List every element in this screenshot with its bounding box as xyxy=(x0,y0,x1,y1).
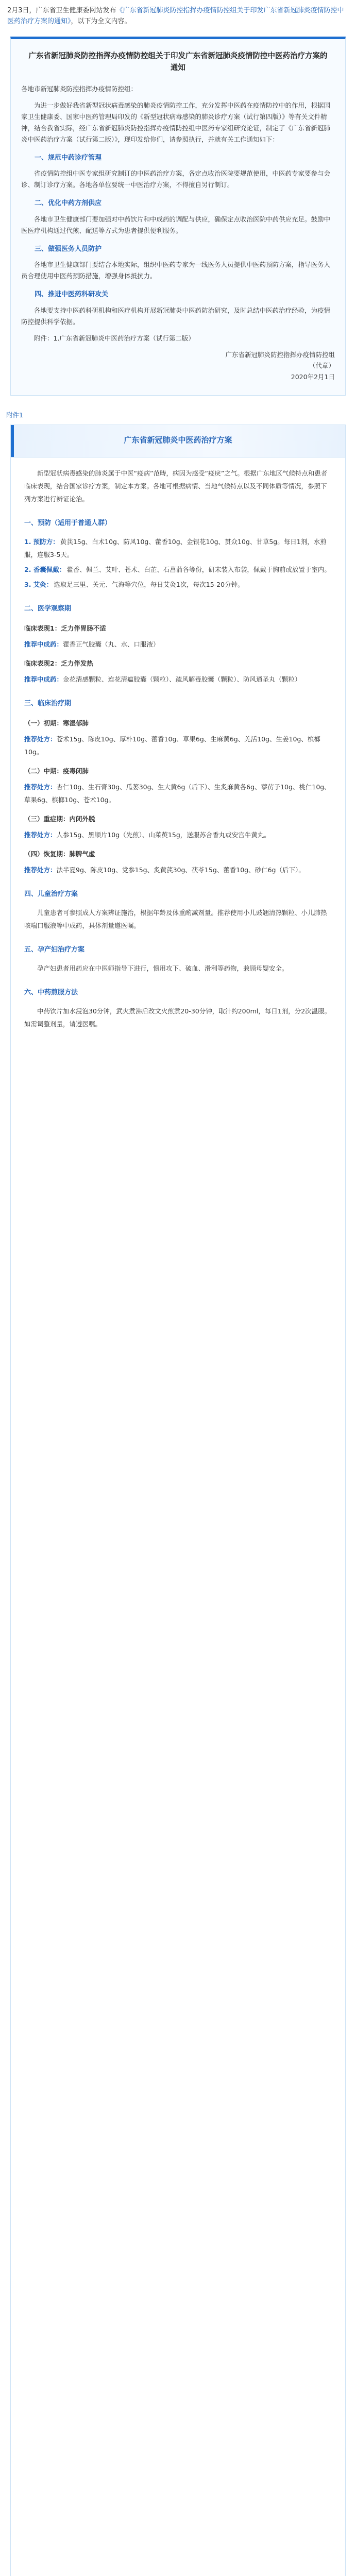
notice-section-4-text: 各地要支持中医药科研机构和医疗机构开展新冠肺炎中医药防治研究，及时总结中医药治疗经验，为疫情防控提供科学依据。 xyxy=(21,306,331,326)
intro-suffix-text: ，以下为全文内容。 xyxy=(71,18,131,26)
notice-signature-org: 广东省新冠肺炎防控指挥办疫情防控组 xyxy=(225,350,335,359)
plan-header xyxy=(11,425,345,457)
plan-section-5-text: 孕产妇患者用药应在中医师指导下进行，慎用攻下、破血、滑利等药物，兼顾母婴安全。 xyxy=(37,964,289,973)
recipe xyxy=(24,733,332,758)
recipe xyxy=(24,673,332,686)
item-label: 1. 预防方： xyxy=(24,538,59,546)
plan-section-1-item xyxy=(24,563,332,576)
clinical-subheading: （三）重症期：内闭外脱 xyxy=(24,815,95,823)
recipe-text: 藿香正气胶囊（丸、水、口服液） xyxy=(63,640,160,649)
recipe-text: 金花清感颗粒、连花清瘟胶囊（颗粒）、疏风解毒胶囊（颗粒）、防风通圣丸（颗粒） xyxy=(63,675,301,684)
article-intro xyxy=(0,0,356,31)
notice-signature-note: （代章） xyxy=(309,362,335,370)
notice-section-4-title: 四、推进中医药科研攻关 xyxy=(35,291,109,299)
notice-link[interactable]: 《广东省新冠肺炎防控指挥办疫情防控组关于印发广东省新冠肺炎疫情防控中医药治疗方案的通知》 xyxy=(7,7,344,26)
intro-date-text: 2月3日，广东省卫生健康委网站发布 xyxy=(7,7,116,14)
recipe-label: 推荐处方： xyxy=(24,831,57,839)
notice-title: 广东省新冠肺炎防控指挥办疫情防控组关于印发广东省新冠肺炎疫情防控中医药治疗方案的通知 xyxy=(28,52,328,73)
plan-section-3-heading: 三、临床治疗期 xyxy=(24,700,72,708)
clinical-subheading: 临床表现2：乏力伴发热 xyxy=(24,659,93,668)
recipe xyxy=(24,863,332,876)
recipe-label: 推荐处方： xyxy=(24,866,57,874)
item-label: 2. 香囊佩戴： xyxy=(24,566,66,574)
attachment-link[interactable]: 附件1 xyxy=(6,411,23,419)
recipe-text: 杏仁10g、生石膏30g、瓜蒌30g、生大黄6g（后下）、生炙麻黄各6g、葶苈子10g、桃仁10g、草果6g、槟榔10g、苍术10g。 xyxy=(24,783,331,804)
recipe xyxy=(24,828,332,841)
recipe-label: 推荐中成药： xyxy=(24,675,63,684)
plan-section-2-heading: 二、医学观察期 xyxy=(24,605,72,613)
notice-signature-date: 2020年2月1日 xyxy=(291,373,335,381)
recipe-text: 法半夏9g、陈皮10g、党参15g、炙黄芪30g、茯苓15g、藿香10g、砂仁6g（后下）。 xyxy=(56,866,305,874)
notice-section-3-title: 三、做强医务人员防护 xyxy=(35,245,102,253)
plan-section-4-text: 儿童患者可参照成人方案辨证施治，根据年龄及体重酌减剂量。推荐使用小儿豉翘清热颗粒、小儿肺热咳喘口服液等中成药，具体剂量遵医嘱。 xyxy=(24,909,327,930)
notice-section-2-text: 各地市卫生健康部门要加强对中药饮片和中成药的调配与供应，确保定点收治医院中药供应充足。鼓励中医医疗机构通过代煎、配送等方式为患者提供便利服务。 xyxy=(21,215,331,234)
recipe xyxy=(24,638,332,651)
notice-addressee: 各地市新冠肺炎防控指挥办疫情防控组： xyxy=(21,85,138,93)
plan-section-6-text: 中药饮片加水浸泡30分钟，武火煮沸后改文火煎煮20-30分钟，取汁约200ml，每日1剂，分2次温服。如需调整剂量，请遵医嘱。 xyxy=(24,1007,331,1028)
plan-section-1-item xyxy=(24,535,332,561)
recipe xyxy=(24,781,332,806)
plan-intro: 新型冠状病毒感染的肺炎属于中医“疫病”范畴，病因为感受“疫戾”之气。根据广东地区气候特点和患者临床表现，结合国家诊疗方案，制定本方案。各地可根据病情、当地气候特点以及不同体质等情况，参照下列方案进行辨证论治。 xyxy=(24,469,328,503)
clinical-subheading: （四）恢复期：肺脾气虚 xyxy=(24,850,95,858)
plan-section-5-heading: 五、孕产妇治疗方案 xyxy=(24,946,85,954)
plan-body xyxy=(11,457,345,1049)
plan-section-1-item xyxy=(24,578,332,591)
recipe-label: 推荐处方： xyxy=(24,783,57,791)
recipe-text: 人参15g、黑顺片10g（先煎）、山茱萸15g，送服苏合香丸或安宫牛黄丸。 xyxy=(56,831,270,839)
recipe-label: 推荐中成药： xyxy=(24,640,63,649)
notice-section-1-title: 一、规范中药诊疗管理 xyxy=(35,154,102,162)
treatment-plan-card xyxy=(10,425,346,2576)
plan-section-6-heading: 六、中药煎服方法 xyxy=(24,989,78,997)
recipe-text: 苍术15g、陈皮10g、厚朴10g、藿香10g、草果6g、生麻黄6g、羌活10g、生姜10g、槟榔10g。 xyxy=(24,735,320,756)
notice-section-3-text: 各地市卫生健康部门要结合本地实际，组织中医药专家为一线医务人员提供中医药预防方案，指导医务人员合理使用中医药预防措施，增强身体抵抗力。 xyxy=(21,261,331,280)
item-text: 黄芪15g、白术10g、防风10g、藿香10g、金银花10g、贯众10g、甘草5g。每日1剂，水煎服，连服3-5天。 xyxy=(24,538,327,559)
clinical-subheading: 临床表现1：乏力伴胃肠不适 xyxy=(24,624,106,633)
item-text: 藿香、佩兰、艾叶、苍术、白芷、石菖蒲各等份，研末装入布袋，佩戴于胸前或放置于室内。 xyxy=(66,566,331,574)
notice-card xyxy=(10,37,346,396)
notice-attachments: 附件：1.广东省新冠肺炎中医药治疗方案（试行第二版） xyxy=(34,334,195,342)
item-label: 3. 艾灸： xyxy=(24,581,53,589)
plan-section-4-heading: 四、儿童治疗方案 xyxy=(24,890,78,899)
notice-paragraph-1: 为进一步做好我省新型冠状病毒感染的肺炎疫情防控工作，充分发挥中医药在疫情防控中的作用，根据国家卫生健康委、国家中医药管理局印发的《新型冠状病毒感染的肺炎诊疗方案（试行第四版）》等有关文件精神，结合我省实际，经广东省新冠肺炎防控指挥办疫情防控组中医药专家组研究论证，制定了《广东省新冠肺炎中医药治疗方案（试行第二版）》，现印发给你们，请参照执行，并就有关工作通知如下： xyxy=(21,101,331,143)
clinical-subheading: （一）初期：寒湿郁肺 xyxy=(24,719,89,727)
recipe-label: 推荐处方： xyxy=(24,735,57,743)
item-text: 选取足三里、关元、气海等穴位，每日艾灸1次，每次15-20分钟。 xyxy=(54,581,244,589)
plan-section-1-heading: 一、预防（适用于普通人群） xyxy=(24,519,112,528)
clinical-subheading: （二）中期：疫毒闭肺 xyxy=(24,767,89,775)
plan-title: 广东省新冠肺炎中医药治疗方案 xyxy=(124,435,232,445)
notice-section-2-title: 二、优化中药方剂供应 xyxy=(35,199,102,208)
notice-section-1-text: 省疫情防控组中医专家组研究制订的中医药治疗方案，各定点收治医院要规范使用，中医药专家要参与会诊、制订诊疗方案。各地各单位要统一中医治疗方案，不得擅自另行制订。 xyxy=(21,170,331,189)
